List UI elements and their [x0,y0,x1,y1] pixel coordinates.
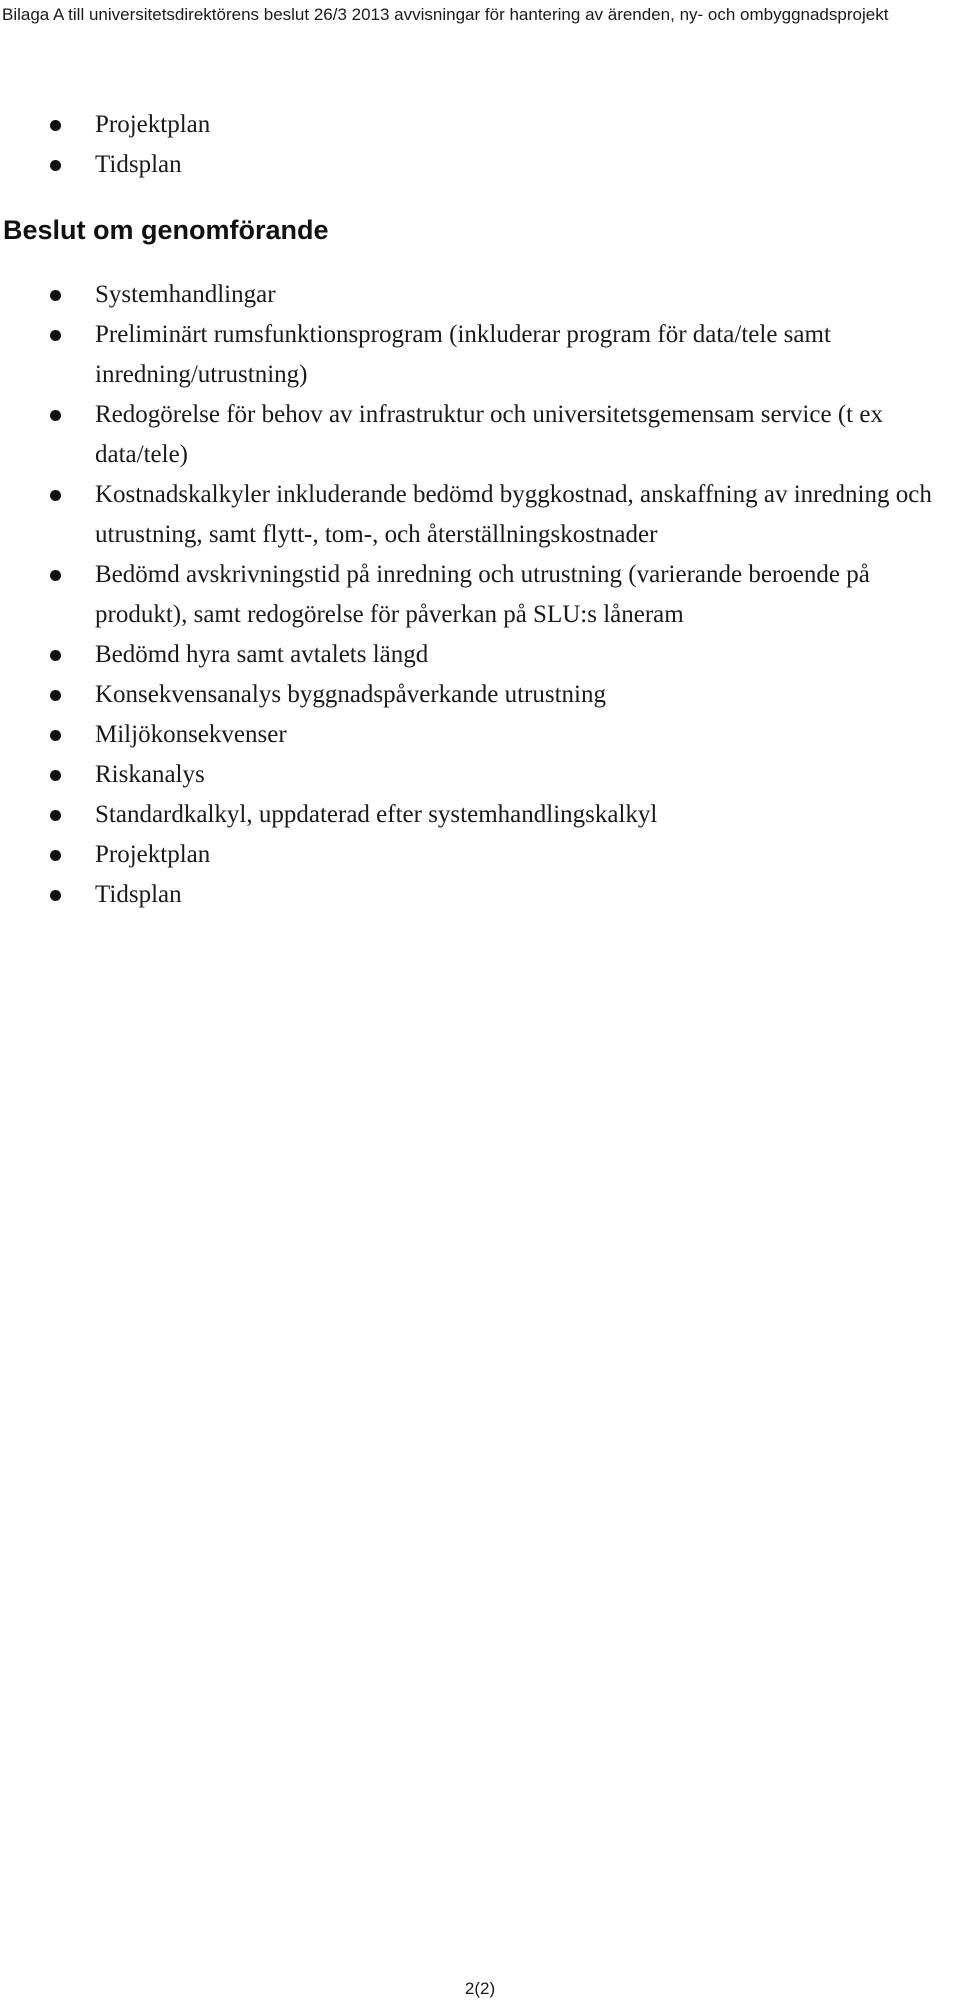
bullet-icon [50,330,61,341]
list-item-text: Systemhandlingar [95,281,276,308]
section-heading: Beslut om genomförande [3,215,329,245]
list-item-text: Standardkalkyl, uppdaterad efter systemhandlingskalkyl [95,801,658,828]
list-item [0,755,950,795]
bullet-icon [50,850,61,861]
bullet-icon [50,570,61,581]
list-item-text: Preliminärt rumsfunktionsprogram (inkluderar program för data/tele samt inredning/utrustning) [95,321,831,388]
list-item-text: Redogörelse för behov av infrastruktur och universitetsgemensam service (t ex data/tele) [95,401,883,468]
list-item-text: Miljökonsekvenser [95,721,287,748]
list-item [0,635,950,675]
bullet-icon [50,890,61,901]
list-item [0,875,950,915]
bullet-icon [50,160,61,171]
bullet-icon [50,490,61,501]
list-item-text: Tidsplan [95,881,182,908]
list-item [0,395,950,475]
list-item-text: Kostnadskalkyler inkluderande bedömd byggkostnad, anskaffning av inredning och utrustning, samt flytt-, tom-, och återställningskostnader [95,481,932,548]
bullet-icon [50,290,61,301]
list-item [0,795,950,835]
list-item-text: Bedömd hyra samt avtalets längd [95,641,429,668]
bullet-icon [50,770,61,781]
bullet-icon [50,120,61,131]
list-item-text: Bedömd avskrivningstid på inredning och utrustning (varierande beroende på produkt), samt redogörelse för påverkan på SLU:s låneram [95,561,870,628]
list-item-text: Konsekvensanalys byggnadspåverkande utrustning [95,681,606,708]
page-number: 2(2) [464,1979,496,1998]
list-item [0,675,950,715]
bullet-icon [50,650,61,661]
list-item [0,105,950,145]
list-item [0,475,950,555]
list-item-text: Projektplan [95,111,211,138]
list-item [0,275,950,315]
list-item-text: Riskanalys [95,761,205,788]
list-item [0,315,950,395]
bullet-icon [50,690,61,701]
page-header: Bilaga A till universitetsdirektörens beslut 26/3 2013 avvisningar för hantering av ärenden, ny- och ombyggnadsprojekt [2,5,889,24]
top-bullet-list [0,105,950,185]
list-item-text: Projektplan [95,841,211,868]
bullet-icon [50,810,61,821]
list-item-text: Tidsplan [95,151,182,178]
main-bullet-list [0,275,950,915]
list-item [0,145,950,185]
bullet-icon [50,410,61,421]
list-item [0,835,950,875]
list-item [0,555,950,635]
list-item [0,715,950,755]
bullet-icon [50,730,61,741]
